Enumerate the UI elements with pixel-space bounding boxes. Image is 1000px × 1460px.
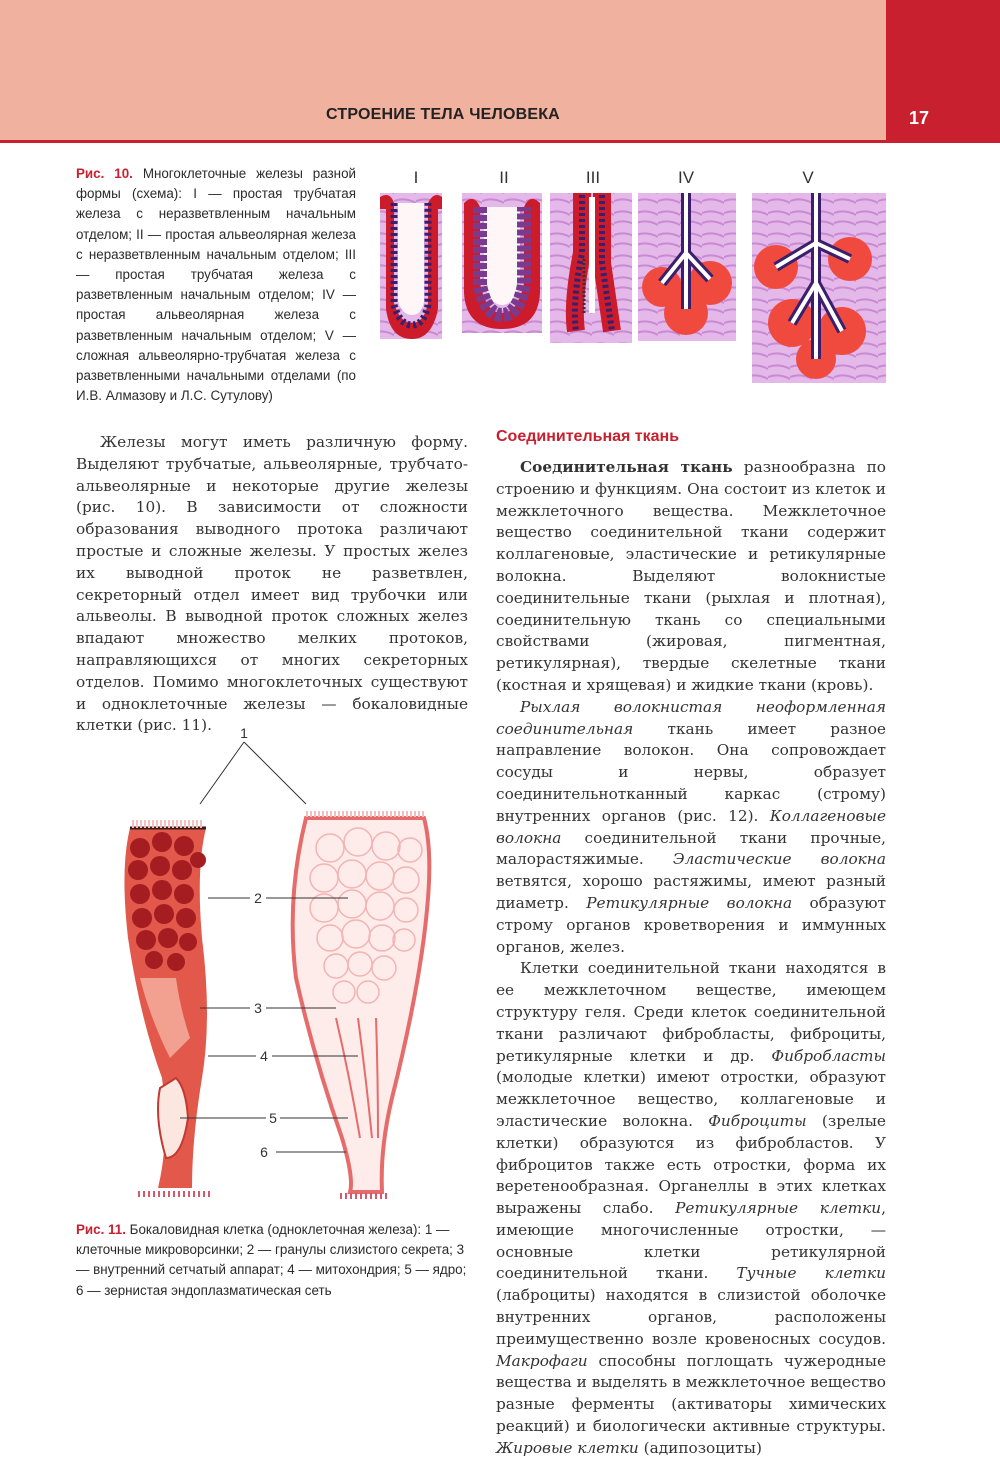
right-paragraph-3: Клетки соединительной ткани находятся в ее межклеточном веществе, имеющем структуру геля. Среди клеток соединительной ткани различают фибробласты, фиброциты, ретикулярные клетки и др. Фибробласты (молодые клетки) имеют отростки, образуют межклеточное вещество, коллагеновые и эластические волокна. Фиброциты (зрелые клетки) образуются из фибробластов. У фиброцитов также есть отростки, форма их веретенообразная. Органеллы в этих клетках выражены слабо. Ретикулярные клетки, имеющие многочисленные отростки, — основные клетки ретикулярной соединительной ткани. Тучные клетки (лаброциты) находятся в слизистой оболочке внутренних органов, расположены преимущественно возле кровеносных сосудов. Макрофаги способны поглощать чужеродные вещества и выделять в межклеточное вещество разные ферменты (активаторы химических реакций) и биологически активные структуры. Жировые клетки (адипозоциты) [496,959,886,1457]
goblet-cell-outline [293,814,430,1196]
connective-tissue-heading: Соединительная ткань [496,428,680,445]
term-connective-tissue: Соединительная ткань [520,458,733,476]
page-number: 17 [908,108,930,128]
numeral-I: I [413,168,419,187]
numeral-III: III [585,168,601,187]
figure-11-caption-text: Бокаловидная клетка (одноклеточная железа): 1 — клеточные микроворсинки; 2 — гранулы слизистого секрета; 3 — внутренний сетчатый аппарат; 4 — митохондрия; 5 — ядро; 6 — зернистая эндоплазматическая сеть [76,1222,467,1298]
numeral-IV: IV [677,168,695,187]
callout-6: 6 [260,1144,268,1160]
callout-1: 1 [240,725,248,741]
numeral-V: V [802,168,814,187]
section-title: СТРОЕНИЕ ТЕЛА ЧЕЛОВЕКА [326,106,560,123]
callout-2: 2 [254,890,262,906]
figure-11-goblet-cell-illustration [110,718,460,1208]
figure-10-caption [76,164,356,406]
right-paragraph-2: Рыхлая волокнистая неоформленная соединительная ткань имеет разное направление волокон. Она сопровождает сосуды и нервы, образует соединительнотканный каркас (строму) внутренних органов (рис. 12). Коллагеновые волокна соединительной ткани прочные, малорастяжимые. Эластические волокна ветвятся, хорошо растяжимы, имеют разный диаметр. Ретикулярные волокна образуют строму органов кроветворения и иммунных органов, желез. [496,697,887,956]
gland-panel-IV [638,193,736,341]
figure-11-label: Рис. 11. [76,1222,126,1237]
figure-11-caption [76,1220,468,1301]
callout-4: 4 [260,1048,268,1064]
gland-panel-V [752,193,886,383]
numeral-II: II [499,168,509,187]
callout-5: 5 [269,1110,277,1126]
figure-10-label: Рис. 10. [76,166,133,181]
left-paragraph-1: Железы могут иметь различную форму. Выделяют трубчатые, альвеолярные, трубчато-альвеолярные и некоторые другие железы (рис. 10). В зависимости от сложности образования выводного протока различают простые и сложные железы. У простых желез их выводной проток не разветвлен, секреторный отдел имеет вид трубочки или альвеолы. В выводной проток сложных желез впадают множество мелких протоков, направляющихся от многих секреторных отделов. Помимо многоклеточных существуют и одноклеточные железы — бокаловидные клетки (рис. 11). [76,433,468,735]
figure-10-caption-text: Многоклеточные железы разной формы (схема): I — простая трубчатая железа с неразветвленным начальным отделом; II — простая альвеолярная железа с неразветвленным начальным отделом; III — простая трубчатая железа с разветвленным начальным отделом; IV — простая альвеолярная железа с разветвленным начальным отделом; V — сложная альвеолярно-трубчатая железа с разветвленными начальными отделами (по И.В. Алмазову и Л.С. Сутулову) [76,166,356,404]
gland-panel-I [380,193,442,339]
gland-panel-III [550,193,632,343]
right-column-text [496,457,886,1460]
figure-10-glands-illustration [372,163,886,393]
right-paragraph-1: Соединительная ткань разнообразна по строению и функциям. Она состоит из клеток и межклеточного вещества. Межклеточное вещество соединительной ткани содержит коллагеновые, эластические и ретикулярные волокна. Выделяют волокнистые соединительные ткани (рыхлая и плотная), соединительную ткань со специальными свойствами (жировая, пигментная, ретикулярная), твердые скелетные ткани (костная и хрящевая) и жидкие ткани (кровь). [496,458,886,694]
header-rule [0,140,886,143]
gland-panel-II [462,193,542,333]
left-column-text [76,432,468,737]
callout-3: 3 [254,1000,262,1016]
goblet-cell-colored [124,824,210,1194]
